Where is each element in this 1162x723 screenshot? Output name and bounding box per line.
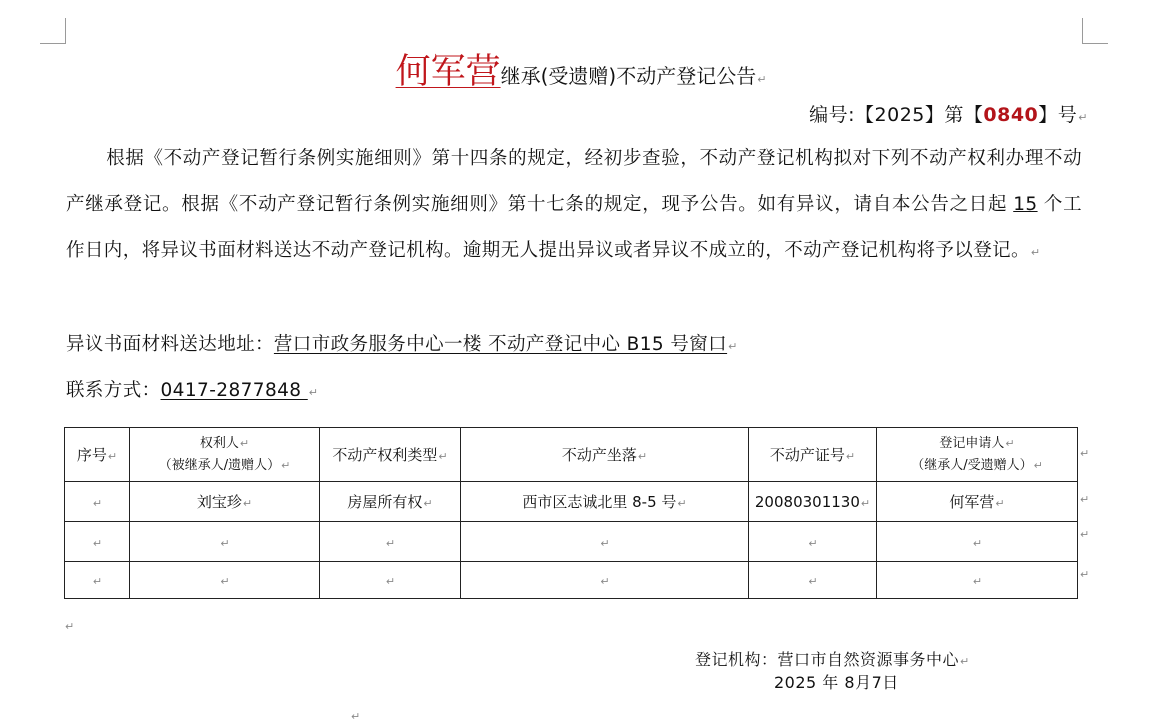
cell-cert-no: 20080301130↵ xyxy=(749,482,877,522)
header-applicant: 登记申请人↵ （继承人/受遗赠人）↵ xyxy=(877,428,1078,482)
cell-applicant: ↵ xyxy=(877,522,1078,562)
table-row xyxy=(65,562,1078,599)
table-row xyxy=(65,482,1078,522)
row-end-mark: ↵ xyxy=(1080,447,1090,460)
page-corner-top-left xyxy=(40,18,66,44)
contact-line xyxy=(66,376,318,402)
page-title xyxy=(0,44,1162,94)
cell-cert-no: ↵ xyxy=(749,562,877,599)
serial-suffix: 】号 xyxy=(1038,104,1078,126)
address-label: 异议书面材料送达地址： xyxy=(66,334,274,355)
cell-cert-no: ↵ xyxy=(749,522,877,562)
serial-value: 0840 xyxy=(983,104,1039,126)
notice-text-part1: 根据《不动产登记暂行条例实施细则》第十四条的规定，经初步查验，不动产登记机构拟对下列不动产权利办理不动产继承登记。根据《不动产登记暂行条例实施细则》第十七条的规定，现予公告。如有异议，请自本公告之日起 xyxy=(66,148,1082,215)
cell-right-type: 房屋所有权↵ xyxy=(320,482,461,522)
header-owner: 权利人↵ （被继承人/遗赠人）↵ xyxy=(130,428,320,482)
notice-text-part2: 个工作日内，将异议书面材料送达不动产登记机构。逾期无人提出异议或者异议不成立的，不动产登记机构将予以登记。 xyxy=(66,194,1082,261)
header-seq: 序号↵ xyxy=(65,428,130,482)
row-end-mark: ↵ xyxy=(1080,493,1090,506)
cell-seq: ↵ xyxy=(65,562,130,599)
title-text: 继承(受遗赠)不动产登记公告 xyxy=(500,64,757,88)
paragraph-mark: ↵ xyxy=(757,73,767,86)
cell-location: 西市区志诚北里 8-5 号↵ xyxy=(461,482,749,522)
cell-owner: 刘宝珍↵ xyxy=(130,482,320,522)
footer-agency: 登记机构：营口市自然资源事务中心↵ xyxy=(695,650,970,669)
cell-owner: ↵ xyxy=(130,522,320,562)
contact-phone: 0417-2877848 xyxy=(160,380,308,401)
table-header-row xyxy=(65,428,1078,482)
paragraph-mark: ↵ xyxy=(351,710,361,723)
cell-applicant: 何军营↵ xyxy=(877,482,1078,522)
contact-label: 联系方式： xyxy=(66,380,161,401)
row-end-mark: ↵ xyxy=(1080,568,1090,581)
paragraph-mark: ↵ xyxy=(1030,246,1041,259)
table-row xyxy=(65,522,1078,562)
objection-days: 15 xyxy=(1013,194,1038,215)
footer-date: 2025 年 8月7日 xyxy=(774,673,899,692)
cell-location: ↵ xyxy=(461,522,749,562)
address-value: 营口市政务服务中心一楼 不动产登记中心 B15 号窗口 xyxy=(273,334,728,355)
registration-table xyxy=(64,427,1078,599)
paragraph-mark: ↵ xyxy=(65,620,75,633)
serial-number xyxy=(809,100,1088,127)
header-right-type: 不动产权利类型↵ xyxy=(320,428,461,482)
cell-right-type: ↵ xyxy=(320,522,461,562)
serial-prefix: 编号:【2025】第【 xyxy=(809,104,984,126)
paragraph-mark: ↵ xyxy=(308,386,319,399)
cell-seq: ↵ xyxy=(65,482,130,522)
title-name: 何军营 xyxy=(395,52,501,92)
page-corner-top-right xyxy=(1082,18,1108,44)
notice-paragraph xyxy=(66,136,1082,276)
cell-seq: ↵ xyxy=(65,522,130,562)
row-end-mark: ↵ xyxy=(1080,528,1090,541)
paragraph-mark: ↵ xyxy=(1078,111,1088,124)
cell-location: ↵ xyxy=(461,562,749,599)
cell-right-type: ↵ xyxy=(320,562,461,599)
header-location: 不动产坐落↵ xyxy=(461,428,749,482)
header-cert-no: 不动产证号↵ xyxy=(749,428,877,482)
paragraph-mark: ↵ xyxy=(728,340,738,353)
cell-applicant: ↵ xyxy=(877,562,1078,599)
cell-owner: ↵ xyxy=(130,562,320,599)
address-line xyxy=(66,330,738,356)
